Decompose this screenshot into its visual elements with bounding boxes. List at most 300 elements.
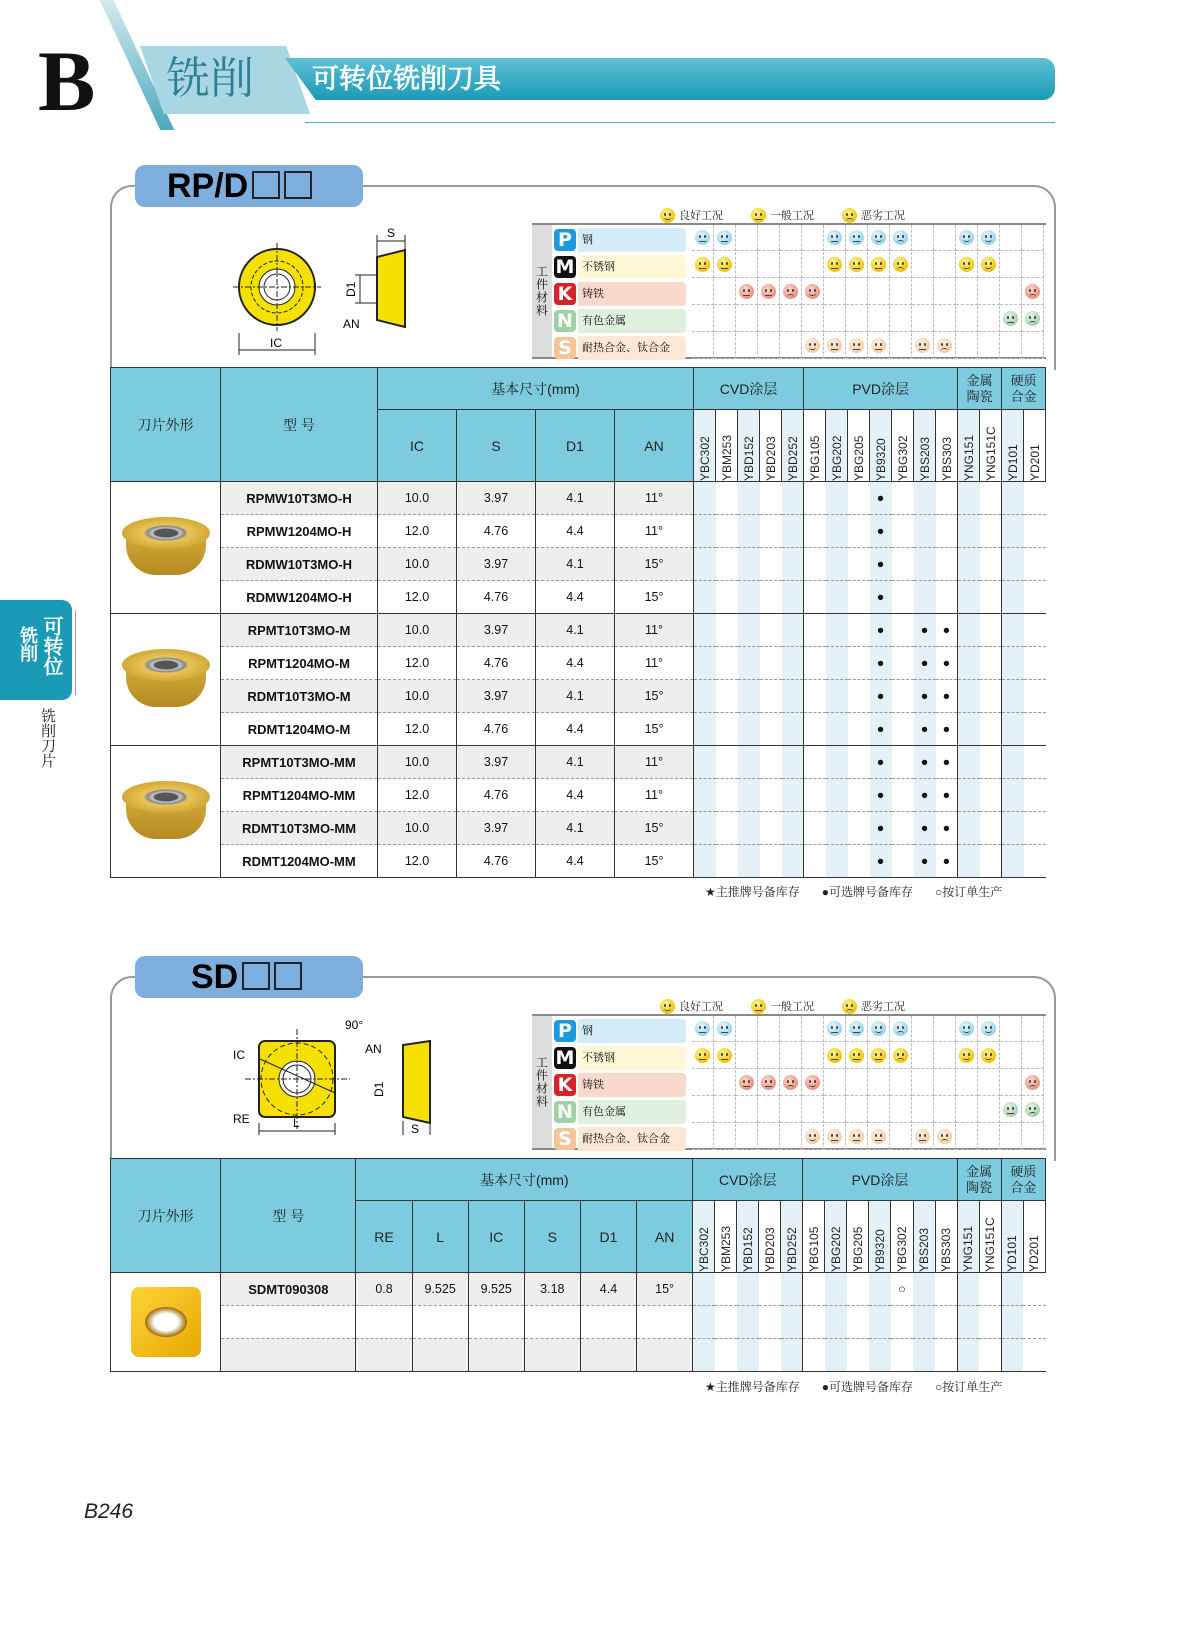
condition-good-icon — [981, 257, 996, 272]
table-row — [111, 1306, 1046, 1339]
table-row — [111, 647, 1046, 680]
dim-cell — [356, 1339, 412, 1372]
grade-cell — [804, 515, 826, 548]
grade-cell — [803, 1306, 825, 1339]
grade-cell — [782, 647, 804, 680]
condition-good-icon — [805, 284, 820, 299]
grade-cell — [716, 647, 738, 680]
material-badge: S — [554, 1128, 576, 1150]
condition-normal-icon — [1003, 311, 1018, 326]
grade-cell — [804, 680, 826, 713]
side-tab[interactable]: 铣削 可转位 — [0, 600, 72, 700]
grade-cell — [958, 680, 980, 713]
grade-cell — [848, 647, 870, 680]
grade-cell — [980, 581, 1002, 614]
grade-header: YBD203 — [759, 1201, 781, 1273]
dim-cell — [468, 1339, 524, 1372]
dim-cell: 10.0 — [378, 482, 457, 515]
dim-cell: 0.8 — [356, 1273, 412, 1306]
grade-cell — [848, 548, 870, 581]
table-row — [111, 614, 1046, 647]
grade-group: CVD涂层 — [694, 368, 804, 410]
grade-cell — [1002, 680, 1024, 713]
dim-cell: 4.1 — [536, 746, 615, 779]
grade-cell — [892, 713, 914, 746]
grade-cell: ● — [936, 647, 958, 680]
grade-cell — [892, 614, 914, 647]
grade-cell — [716, 812, 738, 845]
grade-cell — [958, 812, 980, 845]
grade-cell — [826, 548, 848, 581]
grade-cell: ● — [870, 812, 892, 845]
grade-cell — [892, 515, 914, 548]
grade-cell — [738, 515, 760, 548]
grade-cell — [936, 515, 958, 548]
grade-cell — [694, 812, 716, 845]
condition-normal-icon — [849, 1129, 864, 1144]
dim-header: IC — [468, 1201, 524, 1273]
grade-cell — [694, 746, 716, 779]
model-cell: RPMT10T3MO-M — [221, 614, 378, 647]
grade-cell — [1002, 581, 1024, 614]
condition-normal-icon — [827, 230, 842, 245]
grade-cell — [1024, 779, 1046, 812]
condition-good-icon — [871, 1021, 886, 1036]
dim-cell: 12.0 — [378, 845, 457, 878]
grade-cell: ● — [936, 713, 958, 746]
grade-cell — [737, 1273, 759, 1306]
grade-cell — [825, 1273, 847, 1306]
condition-bad-icon — [783, 1075, 798, 1090]
insert-image — [111, 746, 221, 878]
condition-normal-icon — [849, 338, 864, 353]
grade-cell — [913, 1273, 935, 1306]
grade-group: CVD涂层 — [693, 1159, 803, 1201]
grade-header: YBG205 — [847, 1201, 869, 1273]
grade-cell — [980, 614, 1002, 647]
material-badge: P — [554, 229, 576, 251]
grade-cell — [1024, 812, 1046, 845]
dim-cell — [356, 1306, 412, 1339]
grade-cell — [804, 581, 826, 614]
svg-text:L: L — [293, 1116, 300, 1130]
grade-cell — [935, 1273, 957, 1306]
grade-cell — [738, 581, 760, 614]
grade-cell — [715, 1273, 737, 1306]
grade-cell — [848, 779, 870, 812]
grade-cell — [847, 1339, 869, 1372]
model-cell: RDMT10T3MO-M — [221, 680, 378, 713]
grade-cell — [737, 1339, 759, 1372]
dim-cell: 11° — [615, 779, 694, 812]
condition-normal-icon — [717, 257, 732, 272]
grade-cell: ● — [914, 713, 936, 746]
dim-cell — [637, 1306, 693, 1339]
dim-cell: 4.4 — [536, 713, 615, 746]
grade-cell — [936, 548, 958, 581]
grade-cell — [760, 746, 782, 779]
dim-cell: 4.76 — [457, 845, 536, 878]
svg-text:AN: AN — [365, 1042, 382, 1056]
svg-text:IC: IC — [233, 1048, 245, 1062]
condition-normal-icon — [827, 257, 842, 272]
dim-cell: 4.4 — [580, 1273, 636, 1306]
grade-cell — [892, 680, 914, 713]
dim-cell — [524, 1306, 580, 1339]
grade-cell — [804, 812, 826, 845]
grade-group: 金属陶瓷 — [958, 368, 1002, 410]
condition-bad-icon — [783, 284, 798, 299]
grade-cell — [892, 779, 914, 812]
grade-cell — [1002, 548, 1024, 581]
grade-cell — [1024, 746, 1046, 779]
dim-cell: 4.4 — [536, 515, 615, 548]
grade-cell — [760, 482, 782, 515]
grade-cell — [980, 548, 1002, 581]
grade-cell — [759, 1273, 781, 1306]
grade-header: YBG105 — [803, 1201, 825, 1273]
material-row-P: P 钢 — [554, 227, 686, 253]
condition-good-icon — [871, 230, 886, 245]
dim-cell — [468, 1306, 524, 1339]
material-row-S: S 耐热合金、钛合金 — [554, 335, 686, 361]
grade-cell — [958, 581, 980, 614]
condition-good-icon — [959, 1048, 974, 1063]
material-label: 工件材料 — [532, 225, 552, 357]
grade-cell — [1001, 1339, 1023, 1372]
grade-cell — [804, 845, 826, 878]
grade-cell — [716, 614, 738, 647]
grade-cell — [759, 1339, 781, 1372]
grade-cell — [694, 548, 716, 581]
spec-table — [110, 1158, 1046, 1372]
dim-cell: 11° — [615, 482, 694, 515]
grade-header: YD201 — [1024, 410, 1046, 482]
grade-cell — [804, 548, 826, 581]
grade-cell — [935, 1306, 957, 1339]
col-shape: 刀片外形 — [111, 1159, 221, 1273]
dim-cell: 15° — [615, 845, 694, 878]
col-shape: 刀片外形 — [111, 368, 221, 482]
table-row — [111, 1273, 1046, 1306]
grade-cell — [738, 647, 760, 680]
grade-cell — [892, 746, 914, 779]
grade-cell — [892, 845, 914, 878]
grade-header: YBD152 — [738, 410, 760, 482]
condition-bad-icon — [893, 1021, 908, 1036]
grade-cell — [694, 713, 716, 746]
svg-text:RE: RE — [233, 1112, 250, 1126]
material-badge: M — [555, 256, 575, 278]
dim-cell: 4.4 — [536, 581, 615, 614]
grade-cell — [760, 779, 782, 812]
grade-cell: ● — [870, 680, 892, 713]
grade-cell — [848, 746, 870, 779]
condition-bad-icon — [1025, 284, 1040, 299]
grade-header: YBD152 — [737, 1201, 759, 1273]
grade-cell — [716, 680, 738, 713]
grade-cell — [738, 680, 760, 713]
grade-cell — [869, 1339, 891, 1372]
model-cell: RDMW1204MO-H — [221, 581, 378, 614]
grade-cell — [760, 548, 782, 581]
grade-cell — [716, 548, 738, 581]
material-row-K: K 铸铁 — [554, 1072, 686, 1098]
table-row — [111, 746, 1046, 779]
grade-cell — [826, 614, 848, 647]
grade-cell — [804, 614, 826, 647]
grade-cell — [848, 845, 870, 878]
grade-cell — [716, 581, 738, 614]
model-cell: RPMT1204MO-MM — [221, 779, 378, 812]
grade-cell — [738, 482, 760, 515]
grade-cell — [782, 713, 804, 746]
grade-cell — [848, 680, 870, 713]
svg-text:AN: AN — [343, 317, 360, 331]
condition-legend: 良好工况 一般工况 恶劣工况 — [660, 207, 905, 223]
grade-header: YB9320 — [869, 1201, 891, 1273]
dim-cell: 3.18 — [524, 1273, 580, 1306]
model-cell: RDMW10T3MO-H — [221, 548, 378, 581]
grade-cell — [804, 713, 826, 746]
grade-cell: ● — [936, 779, 958, 812]
grade-cell: ● — [936, 680, 958, 713]
grade-cell — [1002, 779, 1024, 812]
grade-cell — [826, 845, 848, 878]
grade-cell: ● — [870, 647, 892, 680]
grade-cell — [980, 713, 1002, 746]
col-dims: 基本尺寸(mm) — [356, 1159, 693, 1201]
dim-cell: 4.1 — [536, 548, 615, 581]
grade-cell — [847, 1306, 869, 1339]
page-number: B246 — [84, 1500, 134, 1523]
grade-cell: ● — [914, 812, 936, 845]
grade-cell — [1002, 845, 1024, 878]
grade-cell — [892, 581, 914, 614]
page-title: 可转位铣削刀具 — [312, 64, 501, 94]
dim-cell: 10.0 — [378, 746, 457, 779]
condition-normal-icon — [915, 338, 930, 353]
grade-cell — [1002, 746, 1024, 779]
condition-normal-icon — [695, 257, 710, 272]
grade-cell — [869, 1273, 891, 1306]
dim-header: AN — [615, 410, 694, 482]
grade-header: YNG151C — [980, 410, 1002, 482]
dim-cell: 11° — [615, 515, 694, 548]
grade-header: YD101 — [1002, 410, 1024, 482]
dim-cell: 15° — [615, 812, 694, 845]
grade-cell — [694, 482, 716, 515]
grade-cell — [958, 614, 980, 647]
condition-bad-icon — [893, 230, 908, 245]
grade-cell — [1024, 581, 1046, 614]
grade-cell — [936, 581, 958, 614]
grade-cell — [1001, 1273, 1023, 1306]
grade-header: YNG151C — [979, 1201, 1001, 1273]
material-row-M: M 不锈钢 — [554, 254, 686, 280]
grade-cell — [716, 779, 738, 812]
grade-cell — [980, 515, 1002, 548]
grade-cell — [1001, 1306, 1023, 1339]
grade-cell — [804, 779, 826, 812]
dim-cell: 10.0 — [378, 680, 457, 713]
grade-cell — [1024, 680, 1046, 713]
grade-cell — [694, 515, 716, 548]
grade-header: YBG202 — [825, 1201, 847, 1273]
dim-cell: 4.76 — [457, 515, 536, 548]
grade-cell — [1024, 482, 1046, 515]
condition-normal-icon — [871, 257, 886, 272]
condition-normal-icon — [695, 1048, 710, 1063]
grade-cell — [716, 746, 738, 779]
grade-cell — [760, 713, 782, 746]
dim-cell: 11° — [615, 746, 694, 779]
dim-cell: 4.4 — [536, 647, 615, 680]
grade-cell — [848, 812, 870, 845]
grade-cell — [826, 812, 848, 845]
grade-cell — [1024, 647, 1046, 680]
model-cell: RPMW10T3MO-H — [221, 482, 378, 515]
grade-cell — [694, 581, 716, 614]
grade-cell — [848, 482, 870, 515]
grade-cell — [914, 482, 936, 515]
dim-cell: 9.525 — [468, 1273, 524, 1306]
rpd-diagram — [225, 215, 425, 365]
condition-bad-icon — [1025, 1102, 1040, 1117]
condition-good-icon — [981, 230, 996, 245]
insert-image — [111, 614, 221, 746]
dim-cell: 15° — [615, 548, 694, 581]
material-row-S: S 耐热合金、钛合金 — [554, 1126, 686, 1152]
condition-normal-icon — [827, 1021, 842, 1036]
model-cell: RPMT10T3MO-MM — [221, 746, 378, 779]
dim-cell: 3.97 — [457, 746, 536, 779]
grade-cell — [848, 614, 870, 647]
grade-cell: ● — [914, 647, 936, 680]
grade-header: YBG105 — [804, 410, 826, 482]
grade-header: YNG151 — [957, 1201, 979, 1273]
grade-cell: ● — [914, 614, 936, 647]
grade-cell — [694, 779, 716, 812]
grade-cell — [1023, 1306, 1045, 1339]
dim-cell: 15° — [615, 680, 694, 713]
grade-header: YBG302 — [892, 410, 914, 482]
grade-header: YBD252 — [781, 1201, 803, 1273]
grade-cell — [826, 581, 848, 614]
grade-cell — [825, 1339, 847, 1372]
dim-cell: 4.4 — [536, 779, 615, 812]
dim-cell: 10.0 — [378, 548, 457, 581]
model-cell: RDMT10T3MO-MM — [221, 812, 378, 845]
grade-cell — [760, 614, 782, 647]
dim-cell — [580, 1306, 636, 1339]
grade-cell — [892, 812, 914, 845]
grade-cell — [826, 515, 848, 548]
dim-cell: 4.76 — [457, 647, 536, 680]
grade-cell — [738, 812, 760, 845]
grade-cell: ● — [936, 812, 958, 845]
grade-cell — [693, 1306, 715, 1339]
grade-cell — [782, 614, 804, 647]
grade-cell — [782, 845, 804, 878]
svg-text:90°: 90° — [345, 1018, 364, 1032]
condition-normal-icon — [915, 1129, 930, 1144]
dim-cell — [412, 1339, 468, 1372]
condition-normal-icon — [849, 1048, 864, 1063]
grade-cell — [694, 647, 716, 680]
section-letter: B — [38, 33, 96, 129]
grade-cell — [826, 713, 848, 746]
material-badge: P — [554, 1020, 576, 1042]
grade-cell — [738, 746, 760, 779]
svg-text:S: S — [411, 1122, 420, 1136]
model-cell — [221, 1306, 356, 1339]
grade-cell — [891, 1306, 913, 1339]
grade-cell — [782, 779, 804, 812]
grade-header: YBS203 — [914, 410, 936, 482]
col-model: 型 号 — [221, 368, 378, 482]
condition-normal-icon — [849, 1021, 864, 1036]
material-badge: N — [554, 1101, 576, 1123]
svg-text:D1: D1 — [372, 1081, 386, 1097]
grade-cell — [913, 1339, 935, 1372]
grade-header: YBD203 — [760, 410, 782, 482]
grade-cell — [848, 581, 870, 614]
grade-cell — [826, 746, 848, 779]
grade-cell — [980, 680, 1002, 713]
condition-bad-icon — [1025, 311, 1040, 326]
section-sd — [110, 956, 1056, 1406]
grade-header: YNG151 — [958, 410, 980, 482]
grade-cell — [694, 614, 716, 647]
grade-cell — [716, 482, 738, 515]
material-row-N: N 有色金属 — [554, 1099, 686, 1125]
grade-cell — [914, 581, 936, 614]
condition-normal-icon — [739, 1075, 754, 1090]
dim-cell — [580, 1339, 636, 1372]
condition-normal-icon — [1003, 1102, 1018, 1117]
grade-group: 金属陶瓷 — [957, 1159, 1001, 1201]
dim-cell: 10.0 — [378, 614, 457, 647]
dim-cell: 3.97 — [457, 548, 536, 581]
grade-cell — [1023, 1273, 1045, 1306]
grade-group: PVD涂层 — [803, 1159, 957, 1201]
grade-cell — [826, 779, 848, 812]
dim-cell: 4.1 — [536, 614, 615, 647]
grade-cell — [958, 845, 980, 878]
dim-header: IC — [378, 410, 457, 482]
grade-header: YBC302 — [694, 410, 716, 482]
material-badge: N — [554, 310, 576, 332]
page-header — [0, 0, 1200, 130]
grade-cell — [826, 482, 848, 515]
grade-header: YBM253 — [716, 410, 738, 482]
grade-cell — [980, 647, 1002, 680]
dim-header: RE — [356, 1201, 412, 1273]
condition-normal-icon — [849, 257, 864, 272]
dim-cell: 10.0 — [378, 812, 457, 845]
col-dims: 基本尺寸(mm) — [378, 368, 694, 410]
insert-image — [111, 482, 221, 614]
dim-cell: 4.1 — [536, 812, 615, 845]
grade-group: PVD涂层 — [804, 368, 958, 410]
grade-header: YD101 — [1001, 1201, 1023, 1273]
grade-cell — [958, 647, 980, 680]
grade-cell — [957, 1306, 979, 1339]
grade-cell: ● — [870, 548, 892, 581]
dim-cell: 12.0 — [378, 581, 457, 614]
grade-cell — [1002, 482, 1024, 515]
